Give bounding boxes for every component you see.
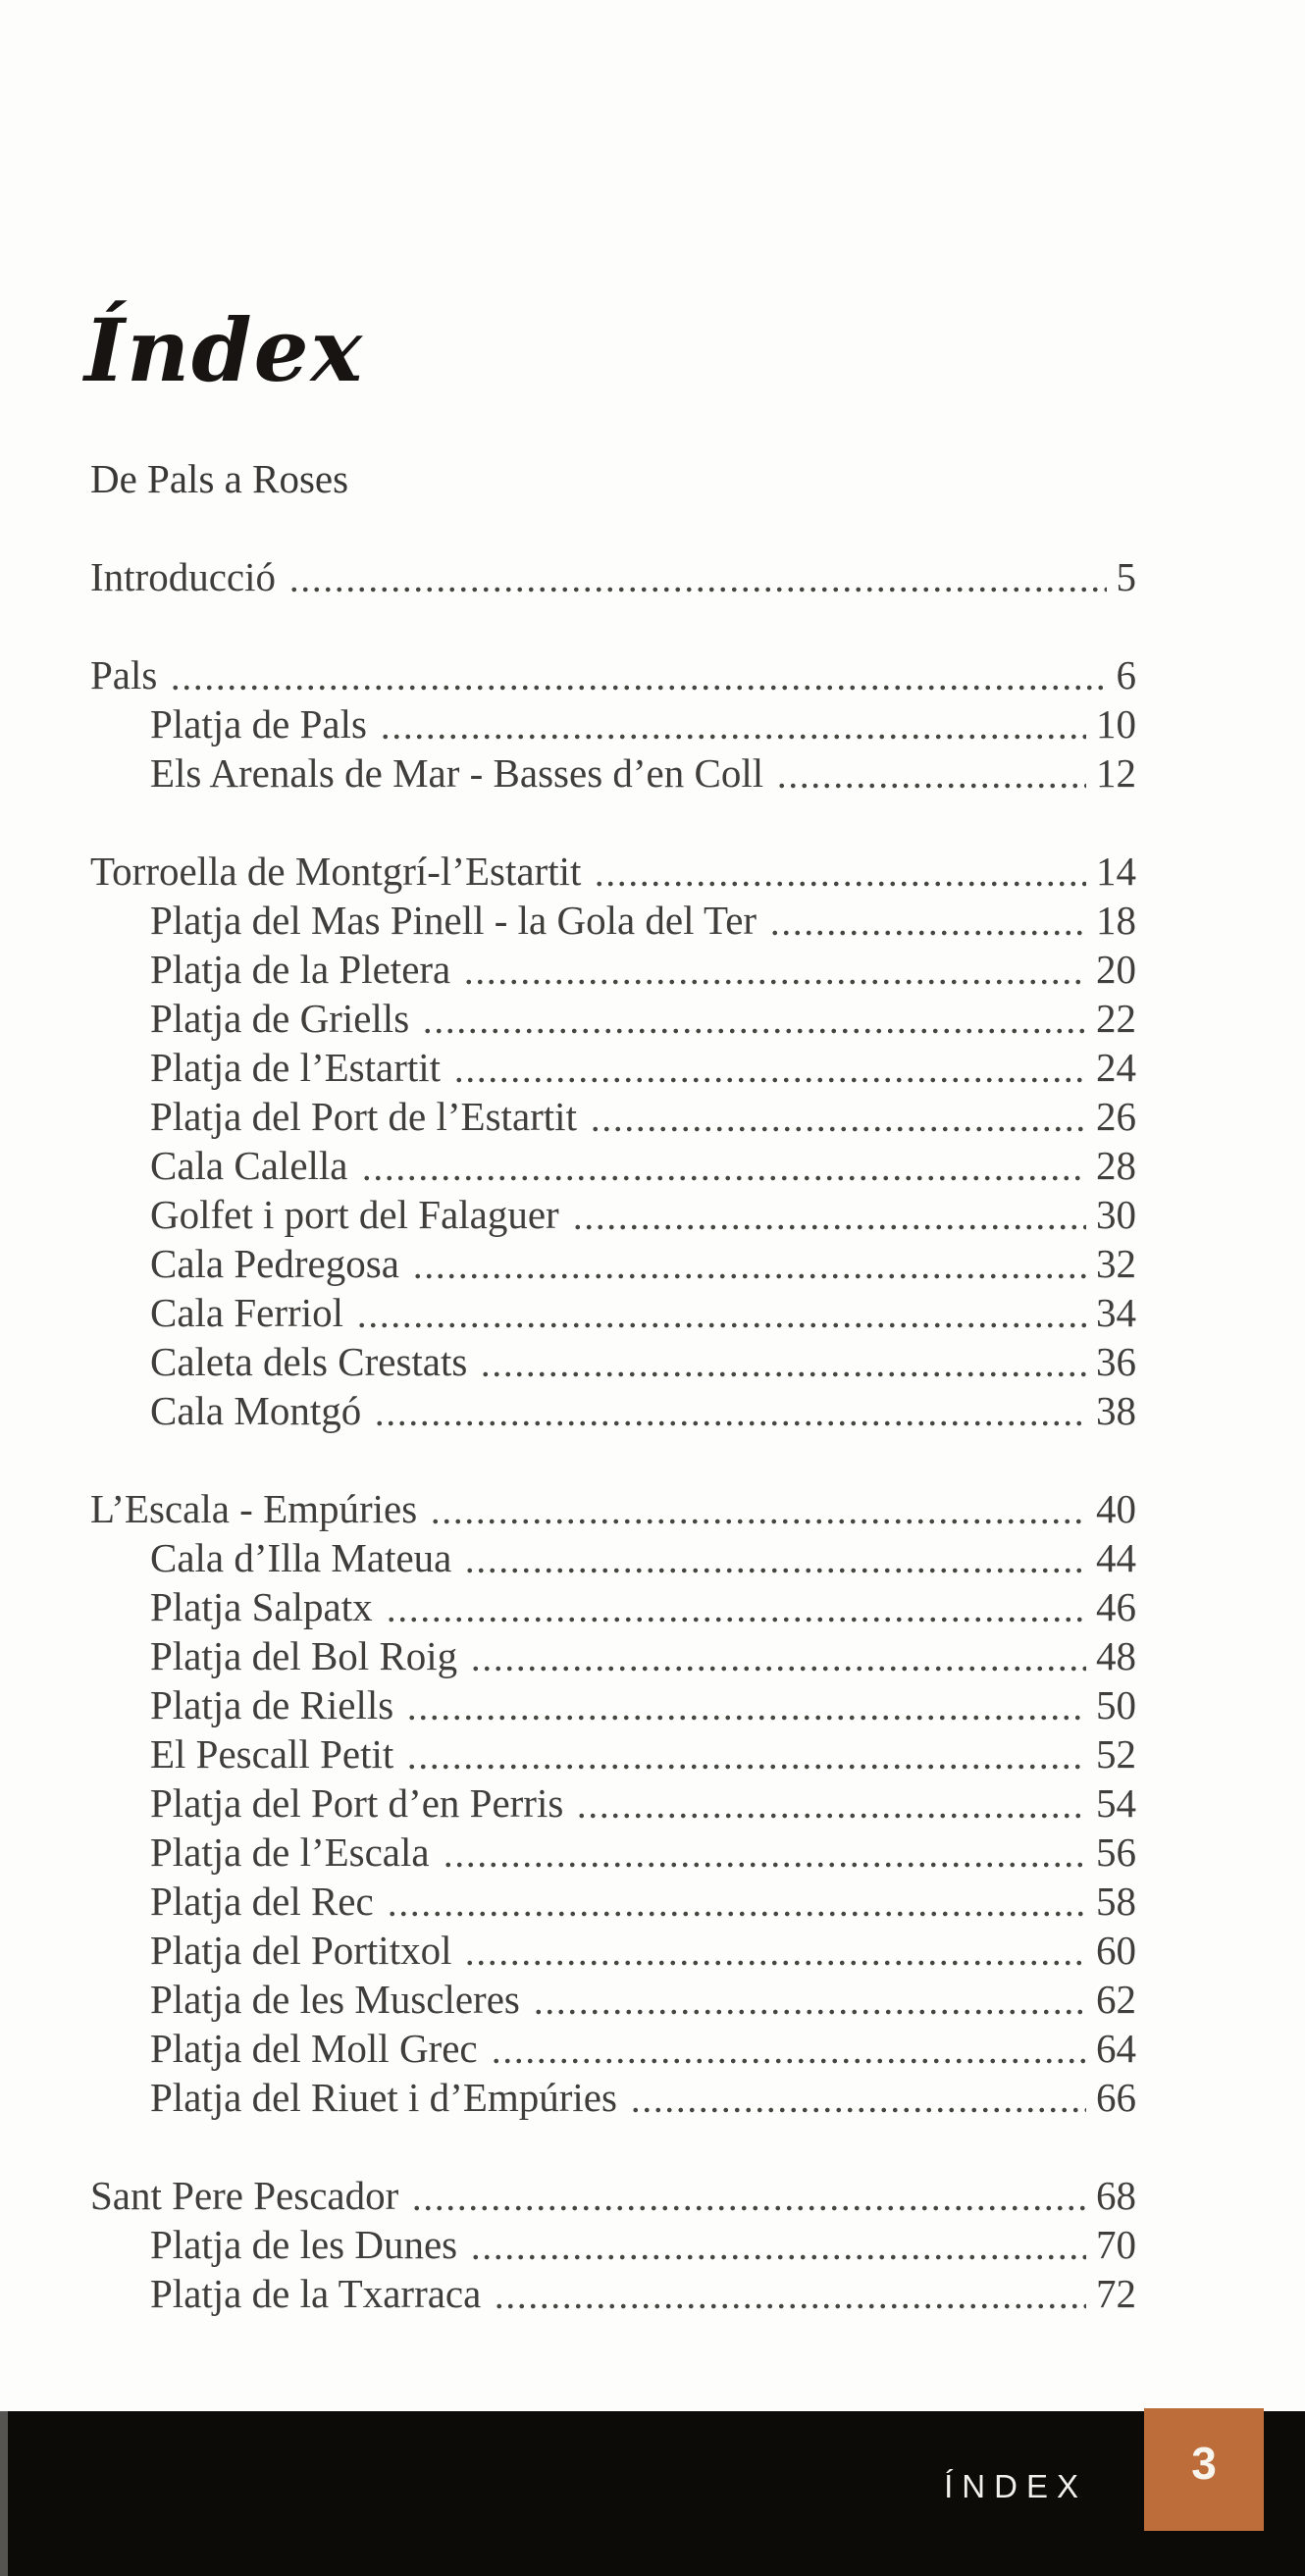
toc-entry: [90, 847, 1136, 896]
dot-leader: [572, 1224, 1086, 1230]
toc-entry-page: 48: [1096, 1633, 1136, 1678]
toc-entry-page: 12: [1096, 750, 1136, 796]
toc-entry-label: Cala Pedregosa: [150, 1241, 399, 1286]
dot-leader: [412, 1273, 1086, 1279]
page-title: Índex: [84, 298, 365, 401]
dot-leader: [422, 1028, 1086, 1034]
toc-entry: [90, 699, 1136, 748]
toc-entry-page: 70: [1096, 2222, 1136, 2267]
toc-entry: [90, 2024, 1136, 2073]
toc-entry: [90, 650, 1136, 699]
dot-leader: [470, 1666, 1086, 1672]
toc-entry-page: 58: [1096, 1879, 1136, 1924]
toc-entry-page: 24: [1096, 1045, 1136, 1090]
toc-entry-page: 68: [1096, 2173, 1136, 2218]
toc-entry-label: Platja del Rec: [150, 1879, 374, 1924]
dot-leader: [386, 1617, 1086, 1623]
toc-group: [90, 1484, 1136, 2122]
toc: [90, 552, 1136, 2318]
toc-entry-page: 14: [1096, 849, 1136, 894]
toc-entry: [90, 1190, 1136, 1239]
toc-entry-label: Platja del Moll Grec: [150, 2026, 478, 2071]
dot-leader: [361, 1175, 1087, 1181]
toc-entry-label: Els Arenals de Mar - Basses d’en Coll: [150, 750, 764, 796]
toc-entry-label: Platja del Riuet i d’Empúries: [150, 2075, 617, 2120]
toc-entry-label: Platja de Riells: [150, 1682, 394, 1727]
toc-entry-label: Pals: [90, 652, 158, 697]
toc-entry: [90, 1877, 1136, 1926]
dot-leader: [380, 734, 1086, 740]
toc-entry: [90, 1975, 1136, 2024]
toc-entry-label: Introducció: [90, 554, 276, 599]
toc-entry: [90, 1582, 1136, 1631]
toc-entry-page: 36: [1096, 1339, 1136, 1384]
dot-leader: [576, 1813, 1086, 1819]
toc-entry: [90, 945, 1136, 994]
toc-entry: [90, 1043, 1136, 1092]
toc-entry-page: 56: [1096, 1829, 1136, 1875]
dot-leader: [463, 979, 1086, 985]
toc-entry-label: El Pescall Petit: [150, 1731, 394, 1777]
toc-group: [90, 847, 1136, 1435]
toc-entry: [90, 2269, 1136, 2318]
toc-entry-label: Platja del Bol Roig: [150, 1633, 458, 1678]
toc-entry-page: 34: [1096, 1290, 1136, 1335]
dot-leader: [430, 1519, 1086, 1524]
toc-entry: [90, 994, 1136, 1043]
dot-leader: [769, 930, 1086, 936]
dot-leader: [594, 881, 1086, 887]
toc-entry: [90, 2220, 1136, 2269]
toc-entry-page: 28: [1096, 1143, 1136, 1188]
toc-entry: [90, 896, 1136, 945]
toc-entry-label: Platja de les Muscleres: [150, 1977, 520, 2022]
toc-entry-page: 50: [1096, 1682, 1136, 1727]
toc-entry-page: 44: [1096, 1535, 1136, 1580]
toc-entry-label: Platja de les Dunes: [150, 2222, 458, 2267]
dot-leader: [533, 2009, 1086, 2015]
toc-entry-label: Platja del Port d’en Perris: [150, 1780, 564, 1826]
toc-entry-label: L’Escala - Empúries: [90, 1486, 418, 1531]
toc-group: [90, 552, 1136, 601]
toc-entry-page: 46: [1096, 1584, 1136, 1629]
toc-entry: [90, 552, 1136, 601]
footer-bar: [0, 2411, 1305, 2576]
page-number: 3: [1191, 2437, 1217, 2489]
toc-entry-page: 64: [1096, 2026, 1136, 2071]
toc-entry: [90, 748, 1136, 798]
dot-leader: [480, 1371, 1086, 1377]
toc-entry-page: 72: [1096, 2271, 1136, 2316]
toc-entry-page: 30: [1096, 1192, 1136, 1237]
dot-leader: [288, 587, 1107, 592]
page-number-tab: [1144, 2408, 1264, 2531]
toc-entry-label: Platja de Griells: [150, 996, 410, 1041]
toc-entry-label: Platja del Portitxol: [150, 1928, 452, 1973]
toc-entry-page: 20: [1096, 947, 1136, 992]
toc-entry-label: Caleta dels Crestats: [150, 1339, 468, 1384]
dot-leader: [406, 1764, 1086, 1770]
toc-entry-label: Platja Salpatx: [150, 1584, 373, 1629]
toc-entry: [90, 2073, 1136, 2122]
toc-entry-page: 5: [1116, 554, 1136, 599]
toc-entry-label: Cala Ferriol: [150, 1290, 343, 1335]
toc-entry: [90, 1778, 1136, 1828]
dot-leader: [590, 1126, 1086, 1132]
toc-entry-label: Platja de Pals: [150, 701, 367, 747]
toc-entry: [90, 1484, 1136, 1533]
toc-group: [90, 2171, 1136, 2318]
toc-entry-label: Platja de l’Estartit: [150, 1045, 442, 1090]
dot-leader: [776, 783, 1086, 789]
toc-entry: [90, 1680, 1136, 1729]
toc-entry-page: 66: [1096, 2075, 1136, 2120]
dot-leader: [464, 1960, 1086, 1966]
toc-entry: [90, 1533, 1136, 1582]
toc-group: [90, 650, 1136, 798]
toc-entry-page: 32: [1096, 1241, 1136, 1286]
dot-leader: [464, 1568, 1086, 1573]
toc-entry-label: Torroella de Montgrí-l’Estartit: [90, 849, 582, 894]
toc-entry-page: 10: [1096, 701, 1136, 747]
toc-entry: [90, 1828, 1136, 1877]
toc-entry: [90, 1288, 1136, 1337]
dot-leader: [170, 685, 1106, 691]
toc-entry-page: 6: [1116, 652, 1136, 697]
toc-entry: [90, 1926, 1136, 1975]
toc-entry-label: Cala Calella: [150, 1143, 348, 1188]
dot-leader: [453, 1077, 1086, 1083]
toc-entry-label: Platja del Mas Pinell - la Gola del Ter: [150, 898, 757, 943]
toc-entry-label: Platja del Port de l’Estartit: [150, 1094, 577, 1139]
page-subtitle: De Pals a Roses: [90, 456, 349, 501]
toc-entry-page: 18: [1096, 898, 1136, 943]
toc-entry-page: 54: [1096, 1780, 1136, 1826]
toc-entry-page: 38: [1096, 1388, 1136, 1433]
dot-leader: [630, 2107, 1086, 2113]
toc-entry-label: Cala d’Illa Mateua: [150, 1535, 452, 1580]
toc-entry: [90, 1141, 1136, 1190]
toc-entry: [90, 1092, 1136, 1141]
toc-entry-label: Platja de la Txarraca: [150, 2271, 482, 2316]
footer-section-label: ÍNDEX: [944, 2468, 1087, 2504]
toc-entry-label: Platja de la Pletera: [150, 947, 451, 992]
dot-leader: [374, 1420, 1086, 1426]
toc-entry-page: 26: [1096, 1094, 1136, 1139]
dot-leader: [406, 1715, 1086, 1721]
toc-entry: [90, 1631, 1136, 1680]
dot-leader: [494, 2303, 1086, 2309]
toc-entry-page: 60: [1096, 1928, 1136, 1973]
toc-entry-page: 40: [1096, 1486, 1136, 1531]
toc-entry-page: 52: [1096, 1731, 1136, 1777]
toc-entry-label: Golfet i port del Falaguer: [150, 1192, 559, 1237]
dot-leader: [411, 2205, 1086, 2211]
toc-entry-label: Platja de l’Escala: [150, 1829, 430, 1875]
toc-entry: [90, 2171, 1136, 2220]
toc-entry: [90, 1337, 1136, 1386]
dot-leader: [491, 2058, 1086, 2064]
dot-leader: [470, 2254, 1086, 2260]
toc-entry: [90, 1239, 1136, 1288]
toc-entry-page: 22: [1096, 996, 1136, 1041]
dot-leader: [443, 1862, 1086, 1868]
dot-leader: [356, 1322, 1086, 1328]
toc-entry: [90, 1386, 1136, 1435]
toc-entry-page: 62: [1096, 1977, 1136, 2022]
toc-entry-label: Cala Montgó: [150, 1388, 362, 1433]
toc-entry-label: Sant Pere Pescador: [90, 2173, 399, 2218]
toc-entry: [90, 1729, 1136, 1778]
dot-leader: [387, 1911, 1086, 1917]
